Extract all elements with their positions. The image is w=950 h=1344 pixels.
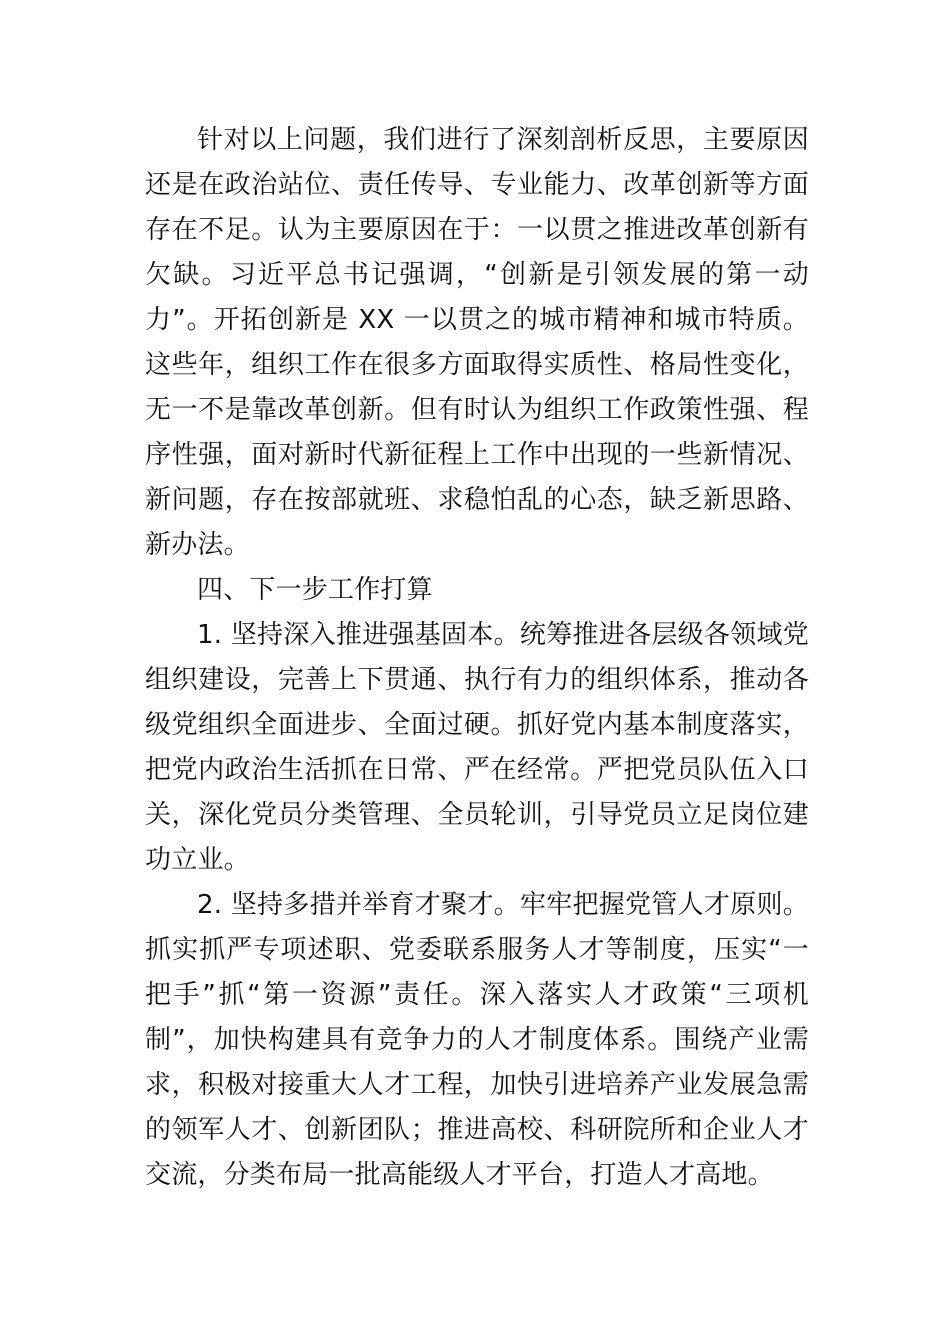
document-body — [145, 118, 809, 1198]
paragraph-item-1: 1. 坚持深入推进强基固本。统筹推进各层级各领域党组织建设，完善上下贯通、执行有力的组织体系，推动各级党组织全面进步、全面过硬。抓好党内基本制度落实，把党内政治生活抓在日常、严在经常。严把党员队伍入口关，深化党员分类管理、全员轮训，引导党员立足岗位建功立业。 — [145, 620, 809, 875]
paragraph-item-2: 2. 坚持多措并举育才聚才。牢牢把握党管人才原则。抓实抓严专项述职、党委联系服务人才等制度，压实“一把手”抓“第一资源”责任。深入落实人才政策“三项机制”，加快构建具有竞争力的人才制度体系。围绕产业需求，积极对接重大人才工程，加快引进培养产业发展急需的领军人才、创新团队；推进高校、科研院所和企业人才交流，分类布局一批高能级人才平台，打造人才高地。 — [145, 890, 809, 1190]
paragraph-problem-analysis: 针对以上问题，我们进行了深刻剖析反思，主要原因还是在政治站位、责任传导、专业能力、改革创新等方面存在不足。认为主要原因在于：一以贯之推进改革创新有欠缺。习近平总书记强调，“创新是引领发展的第一动力”。开拓创新是 XX 一以贯之的城市精神和城市特质。这些年，组织工作在很多方面取得实质性、格局性变化，无一不是靠改革创新。但有时认为组织工作政策性强、程序性强，面对新时代新征程上工作中出现的一些新情况、新问题，存在按部就班、求稳怕乱的心态，缺乏新思路、新办法。 — [145, 125, 809, 560]
section-heading-next-steps: 四、下一步工作打算 — [197, 575, 433, 605]
